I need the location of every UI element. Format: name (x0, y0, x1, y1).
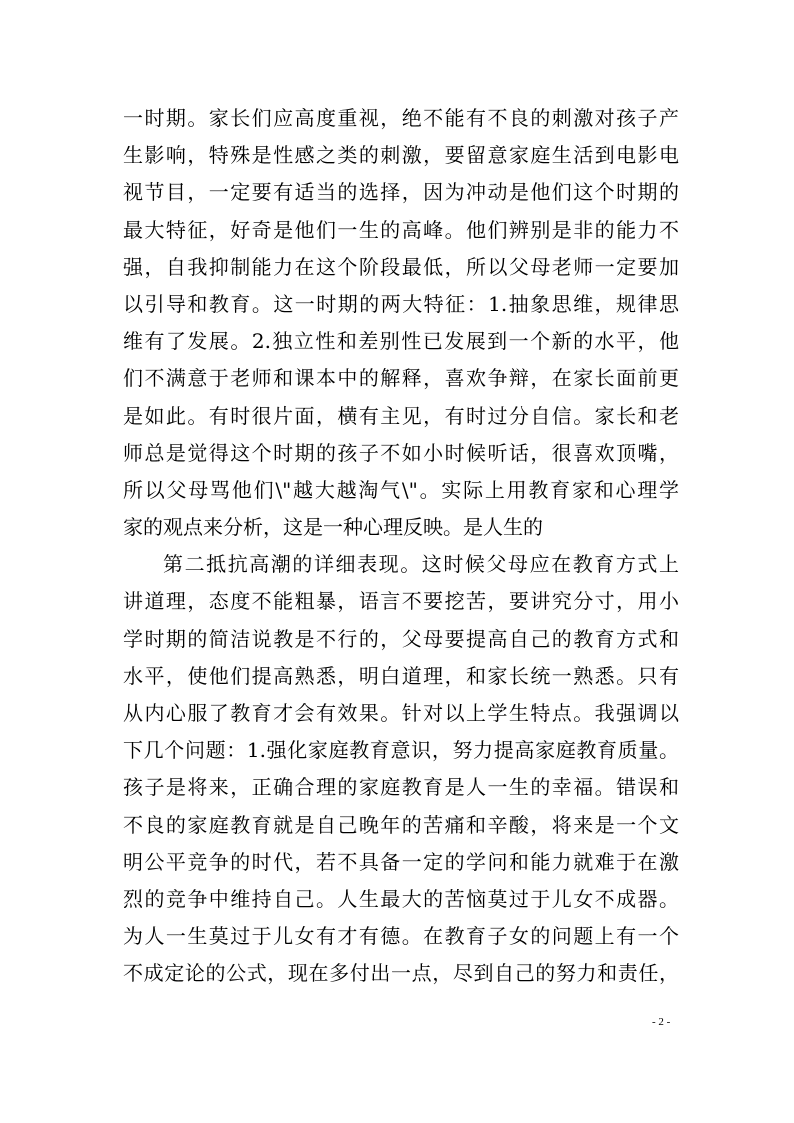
paragraph-line: 以引导和教育。这一时期的两大特征：1.抽象思维，规律思 (123, 291, 679, 316)
paragraph-line: 烈的竞争中维持自己。人生最大的苦恼莫过于儿女不成器。 (123, 886, 679, 911)
paragraph-line: 家的观点来分析，这是一种心理反映。是人生的 (123, 515, 543, 540)
paragraph-line: 从内心服了教育才会有效果。针对以上学生特点。我强调以 (123, 701, 679, 725)
paragraph-line: 讲道理，态度不能粗暴，语言不要挖苦，要讲究分寸，用小 (123, 589, 679, 614)
paragraph-line: 第二抵抗高潮的详细表现。这时候父母应在教育方式上 (163, 552, 679, 577)
paragraph-line: 不良的家庭教育就是自己晚年的苦痛和辛酸，将来是一个文 (123, 812, 679, 837)
paragraph-line: 明公平竞争的时代，若不具备一定的学问和能力就难于在激 (123, 849, 679, 874)
paragraph-line: 强，自我抑制能力在这个阶段最低，所以父母老师一定要加 (123, 254, 679, 279)
paragraph-line: 所以父母骂他们\"越大越淘气\"。实际上用教育家和心理学 (123, 477, 679, 502)
paragraph-line: 为人一生莫过于儿女有才有德。在教育子女的问题上有一个 (123, 924, 679, 949)
paragraph-line: 是如此。有时很片面，横有主见，有时过分自信。家长和老 (123, 403, 679, 428)
paragraph-line: 最大特征，好奇是他们一生的高峰。他们辨别是非的能力不 (123, 217, 679, 242)
paragraph-line: 一时期。家长们应高度重视，绝不能有不良的刺激对孩子产 (123, 106, 679, 130)
paragraph-line: 学时期的简洁说教是不行的，父母要提高自己的教育方式和 (123, 626, 679, 651)
paragraph-line: 们不满意于老师和课本中的解释，喜欢争辩，在家长面前更 (123, 366, 679, 391)
paragraph-line: 孩子是将来，正确合理的家庭教育是人一生的幸福。错误和 (123, 775, 679, 800)
paragraph-line: 水平，使他们提高熟悉，明白道理，和家长统一熟悉。只有 (123, 663, 679, 688)
paragraph-line: 视节目，一定要有适当的选择，因为冲动是他们这个时期的 (123, 180, 679, 205)
paragraph-line: 生影响，特殊是性感之类的刺激，要留意家庭生活到电影电 (123, 143, 679, 168)
paragraph-line: 师总是觉得这个时期的孩子不如小时候听话，很喜欢顶嘴， (123, 440, 679, 465)
paragraph-line: 维有了发展。2.独立性和差别性已发展到一个新的水平，他 (123, 329, 679, 354)
paragraph-line: 不成定论的公式，现在多付出一点，尽到自己的努力和责任， (123, 961, 679, 986)
page-number: - 2 - (652, 1016, 671, 1028)
paragraph-line: 下几个问题：1.强化家庭教育意识，努力提高家庭教育质量。 (123, 738, 679, 763)
document-body (123, 100, 679, 993)
